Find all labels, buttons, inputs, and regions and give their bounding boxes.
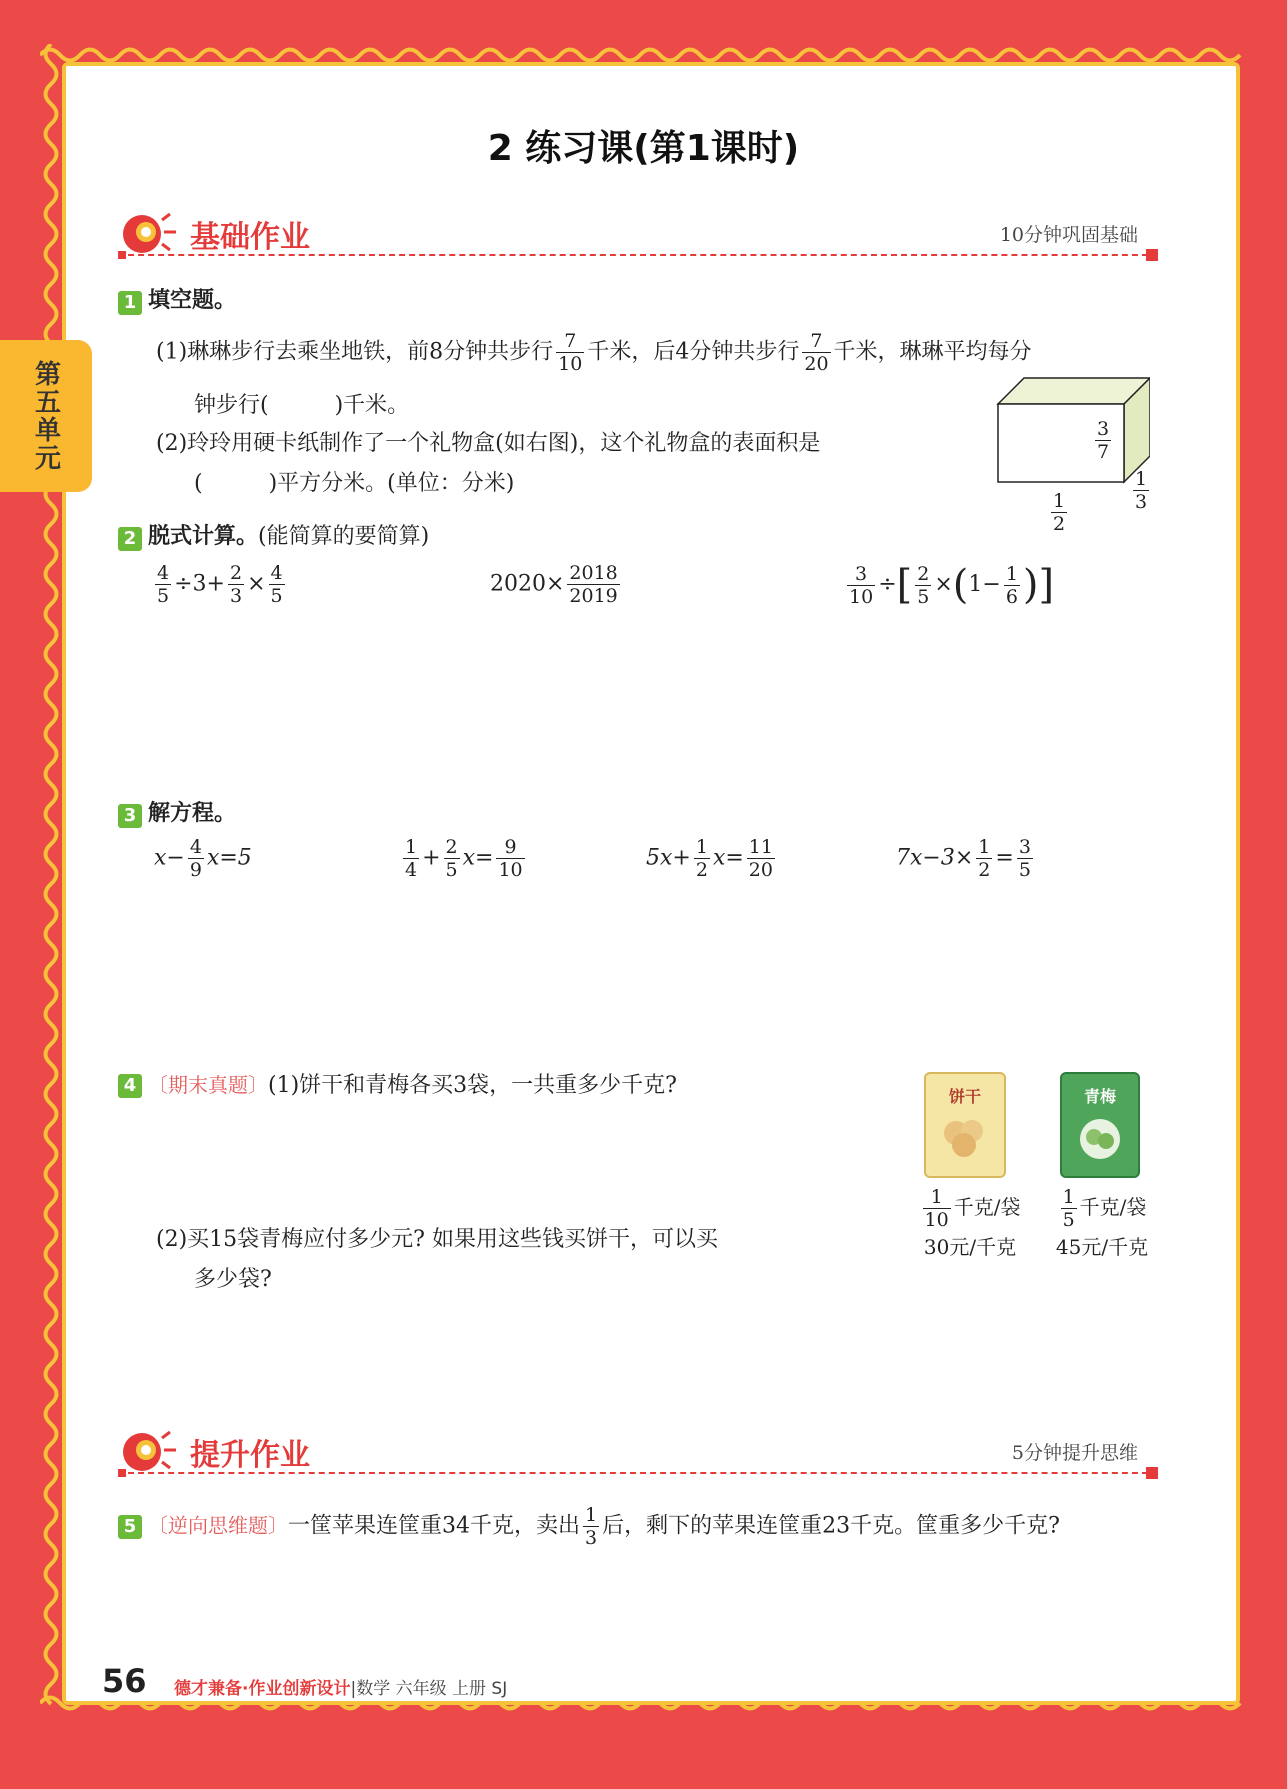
section-advanced-time: 5分钟提升思维 [1011,1442,1138,1464]
q4-tag: 〔期末真题〕 [148,1073,268,1097]
green-plum-bag-image [1060,1072,1140,1178]
page-title: 2 练习课(第1课时) [487,128,800,169]
footer-text [174,1674,507,1699]
dash-end-marker [1146,1467,1158,1479]
fraction: $\frac{7}{20}$ [804,330,829,375]
section-advanced-label: 提升作业 [190,1438,310,1473]
q4-part1 [118,1068,677,1099]
q3-number: 3 [118,804,142,828]
q1-header [118,283,236,315]
q2-title: 脱式计算。 [148,524,259,549]
footer-book-info: |数学 六年级 上册 SJ [350,1679,508,1699]
q3-title: 解方程。 [148,801,237,826]
dashed-divider [118,254,1158,256]
q1-part2-line2: ( )平方分米。(单位：分米) [194,471,515,496]
q1-part2-line1: (2)玲玲用硬卡纸制作了一个礼物盒(如右图)，这个礼物盒的表面积是 [156,431,821,456]
q5-line [118,1504,1060,1549]
lightbulb-icon [118,1428,180,1476]
dash-end-marker [1146,249,1158,261]
fraction: $\frac{1}{3}$ [585,1504,598,1549]
q2-expression-1: $\frac{4}{5}$ ÷3+ $\frac{2}{3}$ × $\frac{4}{5}$ [157,562,283,607]
q4-part2-line2: 多少袋? [194,1267,272,1292]
q1-p1-text-a: (1)琳琳步行去乘坐地铁，前8分钟共步行 [156,339,554,365]
q2-number: 2 [118,527,142,551]
section-basic-time: 10分钟巩固基础 [999,224,1138,246]
q1-title: 填空题。 [148,288,237,313]
biscuit-bag-image [924,1072,1006,1178]
q2-expression-3: $\frac{3}{10}$ ÷[ $\frac{2}{5}$ ×(1− $\frac{1}{6}$ )] [849,562,1055,608]
fraction: $\frac{7}{10}$ [558,330,583,375]
q5-tag: 〔逆向思维题〕 [148,1513,288,1538]
biscuit-info: $\frac{1}{10}$ 千克/袋 30元/千克 [910,1186,1030,1260]
q1-p1-text-b: 千米，后4分钟共步行 [587,339,800,365]
q1-p1-text-c: 千米，琳琳平均每分 [833,339,1032,365]
biscuit-price: 30元/千克 [923,1235,1017,1259]
section-advanced-header [118,1428,1158,1488]
unit-tab-label: 第五单元 [30,360,61,472]
q2-expression-2: 2020× $\frac{2018}{2019}$ [490,562,618,607]
q4-number: 4 [118,1074,142,1098]
footer-brand: 德才兼备·作业创新设计 [174,1679,351,1699]
q5-number: 5 [118,1515,142,1539]
q1-number: 1 [118,291,142,315]
green-plum-price: 45元/千克 [1055,1235,1149,1259]
biscuit-bag-label: 饼干 [948,1087,981,1106]
q5-text-b: 后，剩下的苹果连筐重23千克。筐重多少千克? [602,1513,1060,1539]
q3-equation-1: x− $\frac{4}{9}$ x=5 [154,836,252,881]
box-depth-fraction: $\frac{1}{3}$ [1135,468,1148,513]
unit-tab [0,340,92,492]
q1-part1-line1 [156,330,1032,375]
q4-part2-line1: (2)买15袋青梅应付多少元? 如果用这些钱买饼干，可以买 [156,1227,718,1252]
q3-equation-4: 7x−3× $\frac{1}{2}$ = $\frac{3}{5}$ [896,836,1031,881]
q1-part1-line2: 钟步行( )千米。 [194,393,410,418]
q3-equation-3: 5x+ $\frac{1}{2}$ x= $\frac{11}{20}$ [646,836,773,881]
q3-header [118,796,236,828]
green-plum-bag-label: 青梅 [1083,1087,1116,1106]
dashed-divider [118,1472,1158,1474]
q2-header [118,519,429,551]
q2-subtitle: (能简算的要简算) [258,524,430,549]
wavy-border-left [40,44,62,1714]
q5-text-a: 一筐苹果连筐重34千克，卖出 [288,1513,580,1539]
section-basic-label: 基础作业 [190,220,310,255]
gift-box-figure [990,374,1150,494]
biscuit-icon [926,1107,1004,1167]
plum-icon [1062,1107,1138,1167]
q3-equation-2: $\frac{1}{4}$ + $\frac{2}{5}$ x= $\frac{9}{10}$ [405,836,523,881]
q4-part1-text: (1)饼干和青梅各买3袋，一共重多少千克? [268,1073,677,1098]
green-plum-info: $\frac{1}{5}$ 千克/袋 45元/千克 [1042,1186,1162,1260]
lightbulb-icon [118,210,180,258]
page-number: 56 [102,1662,147,1700]
box-width-fraction: $\frac{1}{2}$ [1053,490,1066,535]
section-basic-header [118,210,1158,270]
box-height-fraction: $\frac{3}{7}$ [1097,418,1110,463]
